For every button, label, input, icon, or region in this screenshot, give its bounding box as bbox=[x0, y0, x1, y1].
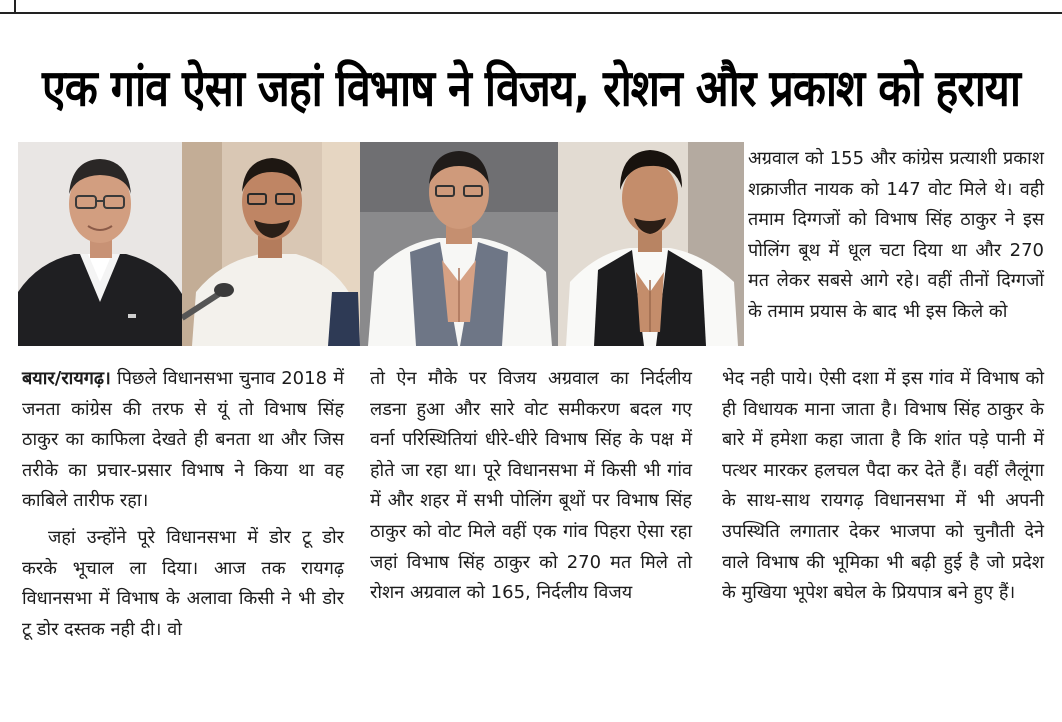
article-column-3-bottom bbox=[722, 364, 1044, 609]
article-column-2 bbox=[370, 364, 692, 609]
photo-strip bbox=[18, 142, 744, 346]
portrait-man-microphone-icon bbox=[182, 142, 360, 346]
article-text: अग्रवाल को 155 और कांग्रेस प्रत्याशी प्रकाश शक्राजीत नायक को 147 वोट मिले थे। वही तमाम दिग्गजों को विभाष सिंह ठाकुर ने इस पोलिंग बूथ में धूल चटा दिया था और 270 मत लेकर सबसे आगे रहे। वहीं तीनों दिग्गजों के तमाम प्रयास के बाद भी इस किले को bbox=[748, 148, 1044, 322]
headline: एक गांव ऐसा जहां विभाष ने विजय, रोशन और प्रकाश को हराया bbox=[41, 59, 1020, 119]
photo-elderly-man bbox=[18, 142, 182, 346]
photo-man-folded-hands bbox=[360, 142, 558, 346]
portrait-young-man-icon bbox=[558, 142, 744, 346]
article-paragraph bbox=[22, 364, 344, 517]
portrait-man-folded-hands-icon bbox=[360, 142, 558, 346]
photo-young-man bbox=[558, 142, 744, 346]
article-paragraph: जहां उन्होंने पूरे विधानसभा में डोर टू डोर करके भूचाल ला दिया। आज तक रायगढ़ विधानसभा में विभाष के अलावा किसी ने भी डोर टू डोर दस्तक नही दी। वो bbox=[22, 526, 344, 640]
top-border-rule bbox=[0, 0, 1062, 14]
article-text: पिछले विधानसभा चुनाव 2018 में जनता कांग्रेस की तरफ से यूं तो विभाष सिंह ठाकुर का काफिला देखते ही बनता था और जिस तरीके का प्रचार-प्रसार विभाष ने किया था वह काबिले तारीफ रहा। bbox=[22, 368, 344, 512]
article-column-3-top bbox=[748, 144, 1044, 328]
article-paragraph: तो ऐन मौके पर विजय अग्रवाल का निर्दलीय लडना हुआ और सारे वोट समीकरण बदल गए वर्ना परिस्थितियां धीरे-धीरे विभाष सिंह के पक्ष में होते जा रहा था। पूरे विधानसभा में किसी भी गांव में और शहर में सभी पोलिंग बूथों पर विभाष सिंह ठाकुर को वोट मिले वहीं एक गांव पिहरा ऐसा रहा जहां विभाष सिंह ठाकुर को 270 मत मिले तो रोशन अग्रवाल को 165, निर्दलीय विजय bbox=[370, 368, 692, 604]
article-column-1 bbox=[22, 364, 344, 645]
photo-man-microphone bbox=[182, 142, 360, 346]
article-paragraph: भेद नही पाये। ऐसी दशा में इस गांव में विभाष को ही विधायक माना जाता है। विभाष सिंह ठाकुर के बारे में हमेशा कहा जाता है कि शांत पड़े पानी में पत्थर मारकर हलचल पैदा कर देते हैं। वहीं लैलूंगा के साथ-साथ रायगढ़ विधानसभा में भी अपनी उपस्थिति लगातार देकर भाजपा को चुनौती देने वाले विभाष की भूमिका भी बढ़ी हुई है जो प्रदेश के मुखिया भूपेश बघेल के प्रियपात्र बने हुए हैं। bbox=[722, 368, 1044, 604]
dateline: बयार/रायगढ़। bbox=[22, 368, 111, 389]
border-corner-stub bbox=[14, 0, 16, 14]
portrait-elderly-man-icon bbox=[18, 142, 182, 346]
